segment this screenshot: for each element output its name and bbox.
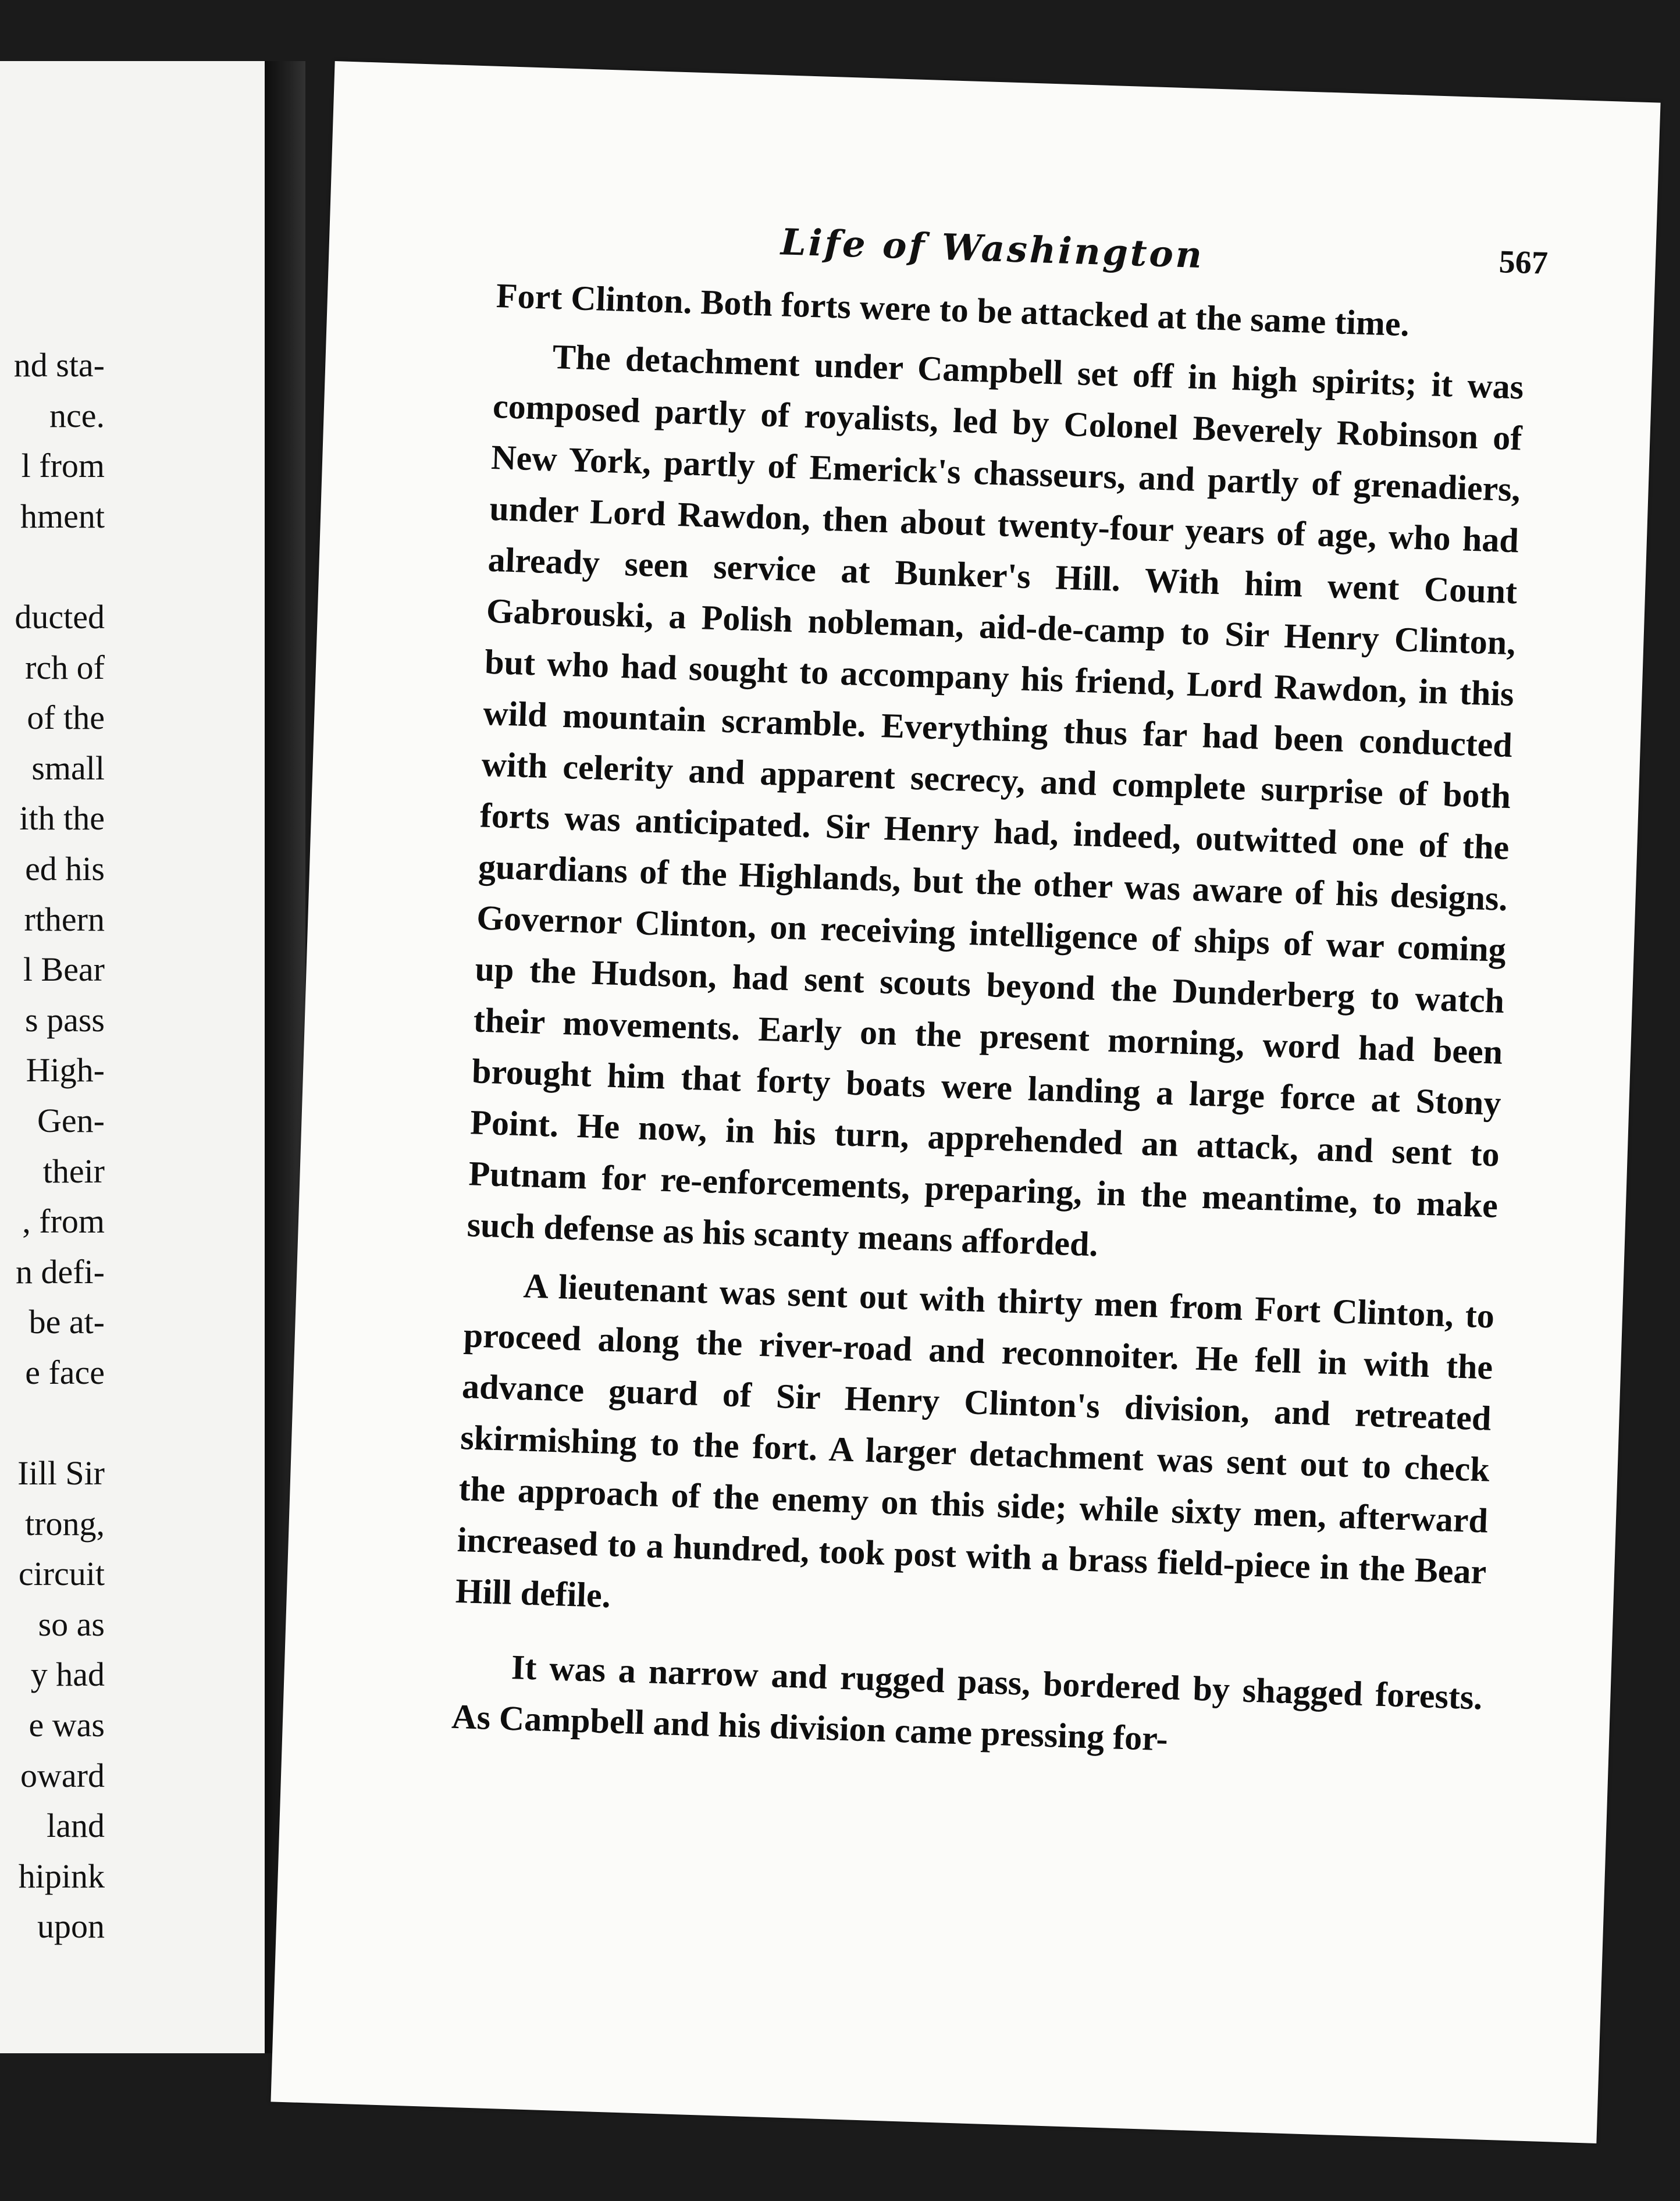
left-page-line-text: upon [37,1907,105,1946]
left-page-line [0,1901,105,1952]
left-page-line [0,441,105,492]
left-page-line [0,945,105,995]
left-page-line-text [97,1398,105,1448]
left-page-line-text: rthern [24,900,105,938]
left-page-line-text: ducted [15,597,105,636]
page-number: 567 [1498,244,1549,282]
left-page-line-text: Iill Sir [17,1454,105,1493]
left-page-line-text [97,542,105,592]
left-page-line [0,1499,105,1550]
left-page-line-text: their [42,1152,105,1190]
left-page-line [0,1700,105,1751]
left-page-line [0,1297,105,1348]
left-page-line [0,542,105,592]
left-page-line-text: l from [21,447,105,485]
left-page-line-text: oward [20,1756,105,1794]
left-page-line [0,1801,105,1851]
left-page-line [0,1448,105,1499]
left-page-line [0,1247,105,1298]
left-page-line-text: l Bear [23,950,105,989]
left-page-line [0,743,105,794]
left-page-line [0,1549,105,1600]
left-page-line-text: small [31,749,105,787]
left-page-line-text: y had [30,1655,105,1694]
left-page-line [0,1045,105,1096]
left-page-line [0,793,105,844]
left-page-line [0,995,105,1046]
left-page-line-text: ith the [19,799,105,838]
paragraph: Fort Clinton. Both forts were to be attacked at the same time. [496,276,1410,344]
left-page-line-text: of the [27,699,105,737]
left-page-line [0,1851,105,1902]
left-page-line [0,844,105,895]
left-page-line [0,391,105,441]
left-page-text-fragments [0,340,105,1952]
left-page-line-text: nce. [49,396,105,434]
left-page-line-text: High- [26,1051,105,1089]
left-page-line [0,643,105,693]
left-page-line-text: s pass [25,1000,105,1039]
left-page-line-text: be at- [29,1303,105,1341]
left-page-line-text: land [47,1807,105,1845]
left-page-line [0,1751,105,1801]
left-facing-page [0,61,265,2053]
left-page-line [0,340,105,391]
left-page-line-text: hment [20,497,105,535]
left-page-line-text: hipink [18,1857,105,1895]
left-page-line [0,1146,105,1197]
paragraph: It was a narrow and rugged pass, bordered by shagged forests. As Campbell and his division came pressing for- [451,1647,1483,1758]
body-text [451,270,1526,1774]
paragraph: A lieutenant was sent out with thirty men from Fort Clinton, to proceed along the river-road and reconnoiter. He fell in with the advance guard of Sir Henry Clinton's division, and retreated skirmishing to the fort. A larger detachment was sent out to check the approach of the enemy on this side; while sixty men, afterward increased to a hundred, took post with a brass field-piece in the Bear Hill defile. [455,1266,1495,1615]
left-page-line-text: nd sta- [13,346,105,384]
left-page-line-text: n defi- [16,1252,105,1291]
left-page-line [0,1650,105,1700]
left-page-line-text: ed his [25,849,105,888]
left-page-line-text: , from [22,1202,105,1241]
left-page-line [0,1348,105,1398]
left-page-line [0,895,105,945]
left-page-line-text: e was [29,1706,105,1744]
left-page-line [0,1600,105,1650]
left-page-line-text: circuit [18,1555,105,1593]
left-page-line-text: Gen- [37,1101,105,1139]
left-page-line [0,1096,105,1146]
left-page-line [0,693,105,743]
left-page-line [0,592,105,643]
left-page-line [0,1398,105,1448]
left-page-line [0,492,105,542]
left-page-line-text: trong, [25,1504,105,1543]
running-head: Life of Washington [780,220,1205,277]
right-page [270,61,1660,2143]
left-page-line-text: e face [25,1353,105,1391]
left-page-line [0,1196,105,1247]
paragraph: The detachment under Campbell set off in high spirits; it was composed partly of royalists, led by Colonel Beverely Robinson of New York, partly of Emerick's chasseurs, and partly of grenadiers, under Lord Rawdon, then about twenty-four years of age, who had already seen service at Bunker's Hill. With him went Count Gabrouski, a Polish nobleman, aid-de-camp to Sir Henry Clinton, but who had sought to accompany his friend, Lord Rawdon, in this wild mountain scramble. Everything thus far had been conducted with celerity and apparent secrecy, and complete surprise of both forts was anticipated. Sir Henry had, indeed, outwitted one of the guardians of the Highlands, but the other was aware of his designs. Governor Clinton, on receiving intelligence of ships of war coming up the Hudson, had sent scouts beyond the Dunderberg to watch their movements. Early on the present morning, word had been brought him that forty boats were landing a large force at Stony Point. He now, in his turn, apprehended an attack, and sent to Putnam for re-enforcements, preparing, in the meantime, to make such defense as his scanty means afforded. [466,337,1525,1264]
left-page-line-text: rch of [25,648,105,686]
left-page-line-text: so as [38,1605,105,1643]
